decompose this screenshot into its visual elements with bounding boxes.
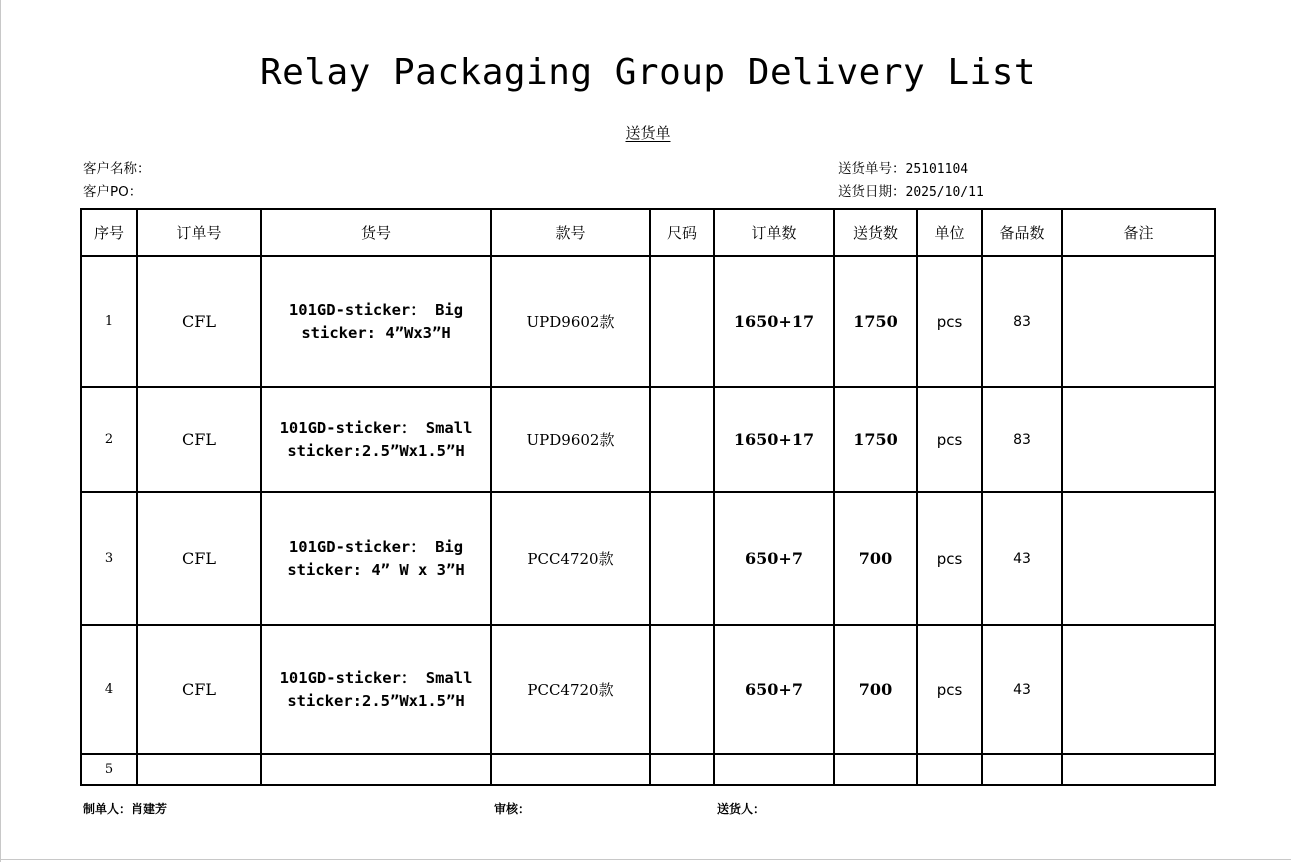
cell-spare-qty: 43 <box>982 492 1062 625</box>
cell-unit: pcs <box>917 256 982 387</box>
cell-remarks <box>1062 625 1215 754</box>
cell-unit: pcs <box>917 492 982 625</box>
cell-item-no <box>261 256 491 387</box>
header-order-no: 订单号 <box>137 209 261 256</box>
table-row <box>81 625 1215 754</box>
cell-style-no: UPD9602款 <box>491 387 650 492</box>
cell-size <box>650 492 714 625</box>
cell-size <box>650 754 714 785</box>
cell-no: 5 <box>81 754 137 785</box>
header-size: 尺码 <box>650 209 714 256</box>
cell-order-qty <box>714 754 834 785</box>
customer-name-field <box>83 157 151 177</box>
customer-name-label: 客户名称： <box>83 161 151 177</box>
header-item-no: 货号 <box>261 209 491 256</box>
cell-delivery-qty: 700 <box>834 625 917 754</box>
cell-unit: pcs <box>917 387 982 492</box>
header-spare-qty: 备品数 <box>982 209 1062 256</box>
cell-order-no: CFL <box>137 256 261 387</box>
cell-order-qty: 650+7 <box>714 625 834 754</box>
prepared-by: 制单人：肖建芳 <box>83 802 168 816</box>
delivery-date-label: 送货日期： <box>838 184 906 200</box>
delivery-no-value: 25101104 <box>905 162 969 177</box>
reviewed-by: 审核： <box>494 802 531 816</box>
cell-no: 3 <box>81 492 137 625</box>
cell-order-no <box>137 754 261 785</box>
cell-order-qty: 1650+17 <box>714 256 834 387</box>
cell-style-no: PCC4720款 <box>491 625 650 754</box>
header-style-no: 款号 <box>491 209 650 256</box>
cell-size <box>650 387 714 492</box>
cell-spare-qty <box>982 754 1062 785</box>
cell-style-no <box>491 754 650 785</box>
header-remarks: 备注 <box>1062 209 1215 256</box>
cell-delivery-qty: 1750 <box>834 256 917 387</box>
cell-spare-qty: 43 <box>982 625 1062 754</box>
header-unit: 单位 <box>917 209 982 256</box>
delivery-date-field <box>838 180 984 200</box>
table-header-row <box>81 209 1215 256</box>
cell-item-no <box>261 387 491 492</box>
cell-order-no: CFL <box>137 625 261 754</box>
cell-unit <box>917 754 982 785</box>
cell-no: 2 <box>81 387 137 492</box>
document-subtitle: 送货单 <box>625 124 671 142</box>
cell-order-qty: 1650+17 <box>714 387 834 492</box>
delivery-table <box>80 208 1216 786</box>
cell-item-no <box>261 754 491 785</box>
delivery-no-field <box>838 157 968 177</box>
cell-style-no: PCC4720款 <box>491 492 650 625</box>
item-line-1: 101GD-sticker： Big <box>288 300 464 319</box>
cell-item-no <box>261 625 491 754</box>
header-delivery-qty: 送货数 <box>834 209 917 256</box>
cell-spare-qty: 83 <box>982 387 1062 492</box>
cell-spare-qty: 83 <box>982 256 1062 387</box>
cell-size <box>650 625 714 754</box>
cell-size <box>650 256 714 387</box>
header-order-qty: 订单数 <box>714 209 834 256</box>
item-line-2: sticker: 4”Wx3”H <box>301 323 451 342</box>
item-line-2: sticker:2.5”Wx1.5”H <box>287 441 465 460</box>
item-line-2: sticker: 4” W x 3”H <box>287 560 465 579</box>
document-title: Relay Packaging Group Delivery List <box>259 52 1037 93</box>
header-no: 序号 <box>81 209 137 256</box>
item-line-1: 101GD-sticker： Small <box>279 418 473 437</box>
cell-unit: pcs <box>917 625 982 754</box>
table-row <box>81 492 1215 625</box>
cell-remarks <box>1062 387 1215 492</box>
cell-delivery-qty: 1750 <box>834 387 917 492</box>
item-line-1: 101GD-sticker： Small <box>279 668 473 687</box>
page-border-bottom <box>0 859 1291 860</box>
delivery-date-value: 2025/10/11 <box>905 185 984 200</box>
cell-order-no: CFL <box>137 387 261 492</box>
cell-order-qty: 650+7 <box>714 492 834 625</box>
cell-remarks <box>1062 256 1215 387</box>
cell-delivery-qty: 700 <box>834 492 917 625</box>
table-row <box>81 754 1215 785</box>
cell-item-no <box>261 492 491 625</box>
item-line-2: sticker:2.5”Wx1.5”H <box>287 691 465 710</box>
cell-delivery-qty <box>834 754 917 785</box>
cell-style-no: UPD9602款 <box>491 256 650 387</box>
delivered-by: 送货人： <box>717 802 766 816</box>
table-row <box>81 387 1215 492</box>
cell-no: 1 <box>81 256 137 387</box>
customer-po-label: 客户PO： <box>83 184 143 200</box>
cell-order-no: CFL <box>137 492 261 625</box>
delivery-no-label: 送货单号： <box>838 161 906 177</box>
table-row <box>81 256 1215 387</box>
cell-remarks <box>1062 492 1215 625</box>
cell-no: 4 <box>81 625 137 754</box>
customer-po-field <box>83 180 142 200</box>
item-line-1: 101GD-sticker： Big <box>288 537 464 556</box>
cell-remarks <box>1062 754 1215 785</box>
